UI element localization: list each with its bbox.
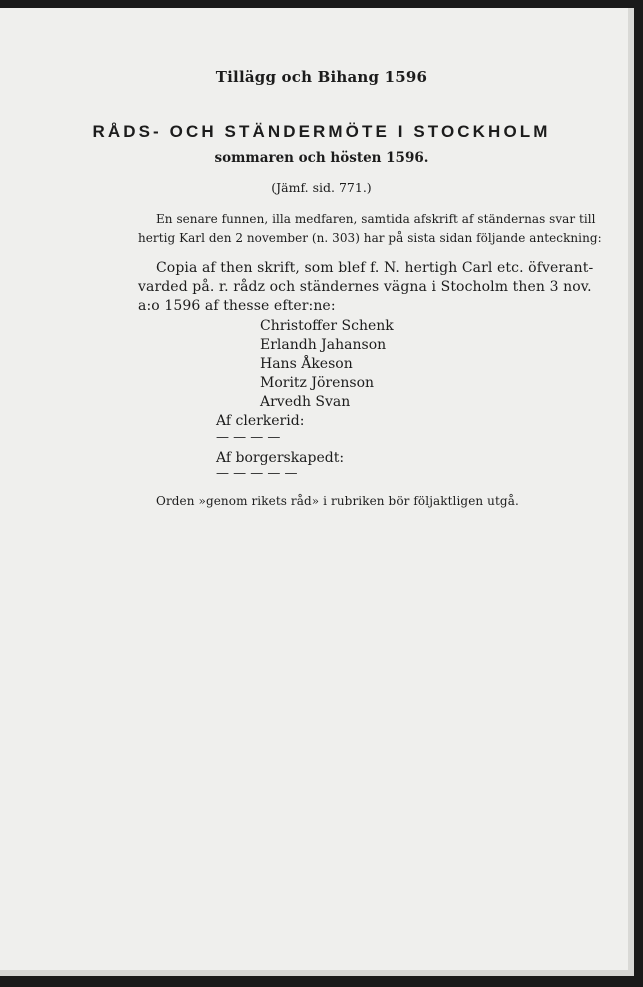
intro-line: hertig Karl den 2 november (n. 303) har på sista sidan följande anteckning: xyxy=(138,231,602,245)
page-title: RÅDS- OCH STÄNDERMÖTE I STOCKHOLM xyxy=(92,122,551,141)
signatory-name: Moritz Jörenson xyxy=(260,375,375,391)
burgher-dashes: — — — — — xyxy=(216,466,298,481)
signatory-name: Hans Åkeson xyxy=(260,356,353,372)
cross-reference: (Jämf. sid. 771.) xyxy=(271,180,372,195)
copia-line: a:o 1596 af thesse efter:ne: xyxy=(138,298,336,314)
signatory-name: Christoffer Schenk xyxy=(260,318,394,334)
copia-line: Copia af then skrift, som blef f. N. hertigh Carl etc. öfverant- xyxy=(156,260,594,276)
running-head: Tillägg och Bihang 1596 xyxy=(215,68,428,86)
closing-note: Orden »genom rikets råd» i rubriken bör följaktligen utgå. xyxy=(156,494,519,508)
signatory-name: Erlandh Jahanson xyxy=(260,337,387,353)
copia-line: varded på. r. rådz och ständernes vägna i Stocholm then 3 nov. xyxy=(138,279,592,295)
intro-line: En senare funnen, illa medfaren, samtida afskrift af ständernas svar till xyxy=(156,212,596,226)
signatory-name: Arvedh Svan xyxy=(260,394,351,410)
burgher-label: Af borgerskapedt: xyxy=(216,450,345,466)
page-subtitle: sommaren och hösten 1596. xyxy=(214,150,429,166)
clergy-label: Af clerkerid: xyxy=(216,413,305,429)
paper-bottom-edge xyxy=(0,970,634,976)
clergy-dashes: — — — — xyxy=(216,430,281,445)
